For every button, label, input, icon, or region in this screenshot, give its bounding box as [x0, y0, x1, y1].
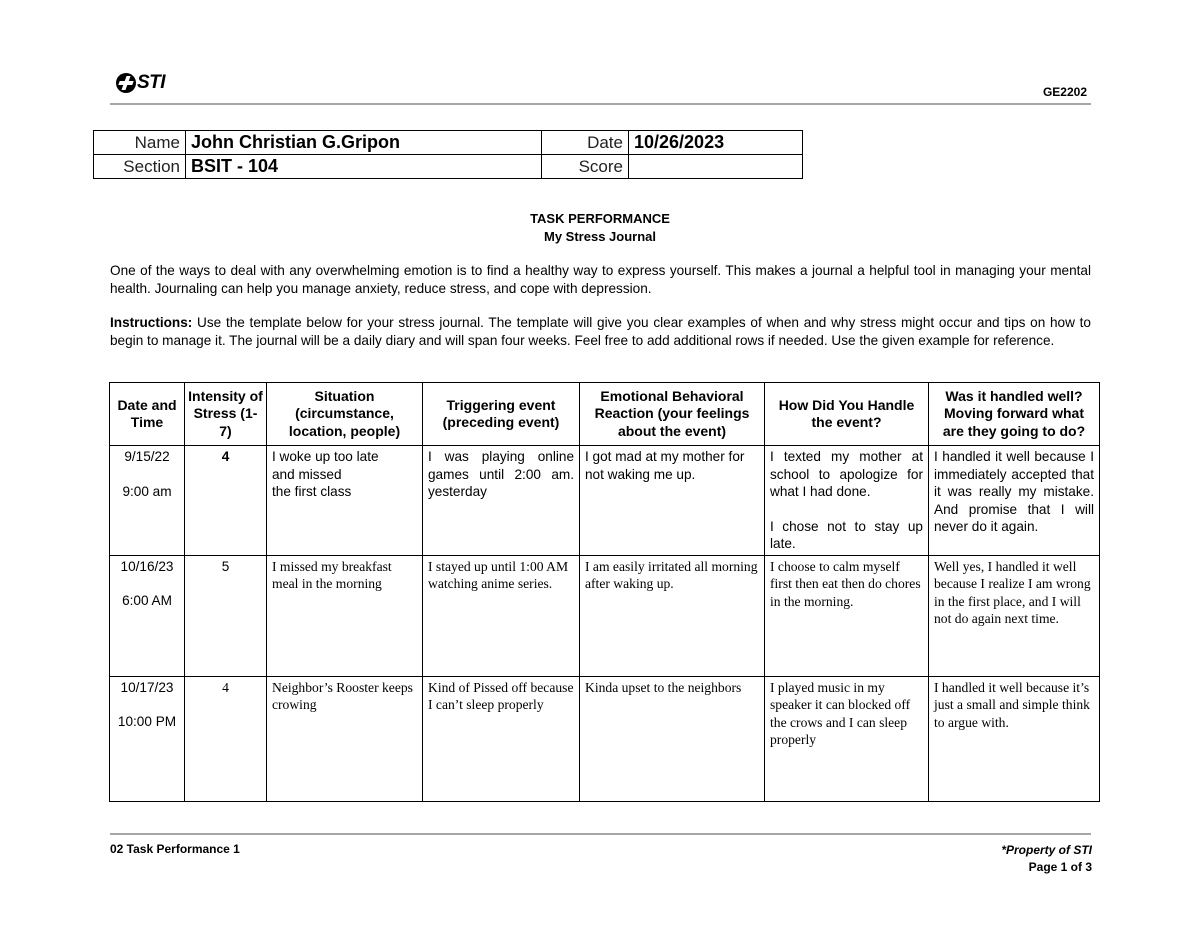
situation-line: and missed [272, 466, 342, 482]
info-row-name [94, 131, 803, 155]
cell-date-time [110, 676, 185, 801]
cell-trigger: I stayed up until 1:00 AM watching anime series. [423, 555, 580, 676]
score-value [629, 155, 803, 179]
score-label: Score [542, 155, 629, 179]
date-label: Date [542, 131, 629, 155]
cell-handled-well: I handled it well because I immediately accepted that it was really my mistake. And promise that I will never do it again. [929, 446, 1100, 556]
situation-line: I woke up too late [272, 449, 379, 464]
date-value: 10/26/2023 [629, 131, 803, 155]
footer-property: *Property of STI [1001, 843, 1092, 857]
instructions-text: Use the template below for your stress journal. The template will give you clear examples of when and why stress might occur and tips on how to begin to manage it. The journal will be a daily diary and will span four weeks. Feel free to add additional rows if needed. Use the given example for reference. [110, 315, 1091, 348]
cell-handled-well: I handled it well because it’s just a small and simple think to argue with. [929, 676, 1100, 801]
col-header-handled: How Did You Handle the event? [765, 383, 929, 446]
cell-reaction: I am easily irritated all morning after waking up. [580, 555, 765, 676]
cell-situation [267, 446, 423, 556]
situation-line: the first class [272, 484, 352, 499]
section-value: BSIT - 104 [186, 155, 542, 179]
cell-handled [765, 446, 929, 556]
col-header-intensity: Intensity of Stress (1-7) [185, 383, 267, 446]
student-info-table [93, 130, 803, 179]
footer-document-title: 02 Task Performance 1 [110, 842, 240, 856]
cell-date-time [110, 555, 185, 676]
journal-header-row [110, 383, 1100, 446]
cell-intensity: 4 [185, 446, 267, 556]
stress-journal-table [109, 382, 1100, 802]
course-code: GE2202 [1042, 85, 1087, 99]
cell-trigger: I was playing online games until 2:00 am. yesterday [423, 446, 580, 556]
cell-time: 6:00 AM [122, 593, 172, 608]
handled-text: I texted my mother at school to apologize for what I had done. [770, 449, 923, 499]
logo-text: STI [137, 72, 166, 93]
page-number: Page 1 of 3 [1028, 860, 1092, 874]
intro-paragraph: One of the ways to deal with any overwhelming emotion is to find a healthy way to express yourself. This makes a journal a helpful tool in managing your mental health. Journaling can help you manage anxiety, reduce stress, and cope with depression. [110, 263, 1091, 296]
cell-handled: I played music in my speaker it can blocked off the crows and I can sleep properly [765, 676, 929, 801]
cell-time: 9:00 am [122, 483, 172, 499]
footer-info [1001, 842, 1092, 876]
cell-trigger: Kind of Pissed off because I can’t sleep properly [423, 676, 580, 801]
cell-date-time [110, 446, 185, 556]
col-header-date: Date and Time [110, 383, 185, 446]
col-header-handled-well: Was it handled well? Moving forward what are they going to do? [929, 383, 1100, 446]
cell-handled-well: Well yes, I handled it well because I realize I am wrong in the first place, and I will not do again next time. [929, 555, 1100, 676]
globe-icon [116, 73, 136, 93]
section-label: Section [94, 155, 186, 179]
cell-intensity: 5 [185, 555, 267, 676]
task-subtitle: My Stress Journal [544, 229, 656, 244]
instructions-paragraph [110, 314, 1091, 349]
cell-time: 10:00 PM [117, 714, 177, 729]
journal-row [110, 446, 1100, 556]
instructions-label: Instructions: [110, 315, 193, 330]
cell-reaction: Kinda upset to the neighbors [580, 676, 765, 801]
cell-date: 9/15/22 [124, 449, 170, 464]
cell-reaction: I got mad at my mother for not waking me up. [580, 446, 765, 556]
journal-row [110, 555, 1100, 676]
cell-date: 10/16/23 [120, 558, 174, 574]
name-label: Name [94, 131, 186, 155]
cell-situation: I missed my breakfast meal in the morning [267, 555, 423, 676]
col-header-situation: Situation (circumstance, location, people) [267, 383, 423, 446]
header-divider [110, 103, 1091, 105]
col-header-reaction: Emotional Behavioral Reaction (your feelings about the event) [580, 383, 765, 446]
name-value: John Christian G.Gripon [186, 131, 542, 155]
cell-situation: Neighbor’s Rooster keeps crowing [267, 676, 423, 801]
handled-text: I chose not to stay up late. [770, 518, 923, 551]
cell-handled: I choose to calm myself first then eat then do chores in the morning. [765, 555, 929, 676]
info-row-section [94, 155, 803, 179]
journal-row [110, 676, 1100, 801]
cell-date: 10/17/23 [120, 679, 174, 695]
task-title: TASK PERFORMANCE [530, 211, 670, 226]
col-header-trigger: Triggering event (preceding event) [423, 383, 580, 446]
footer-divider [110, 833, 1091, 835]
sti-logo [116, 72, 165, 94]
cell-intensity: 4 [185, 676, 267, 801]
